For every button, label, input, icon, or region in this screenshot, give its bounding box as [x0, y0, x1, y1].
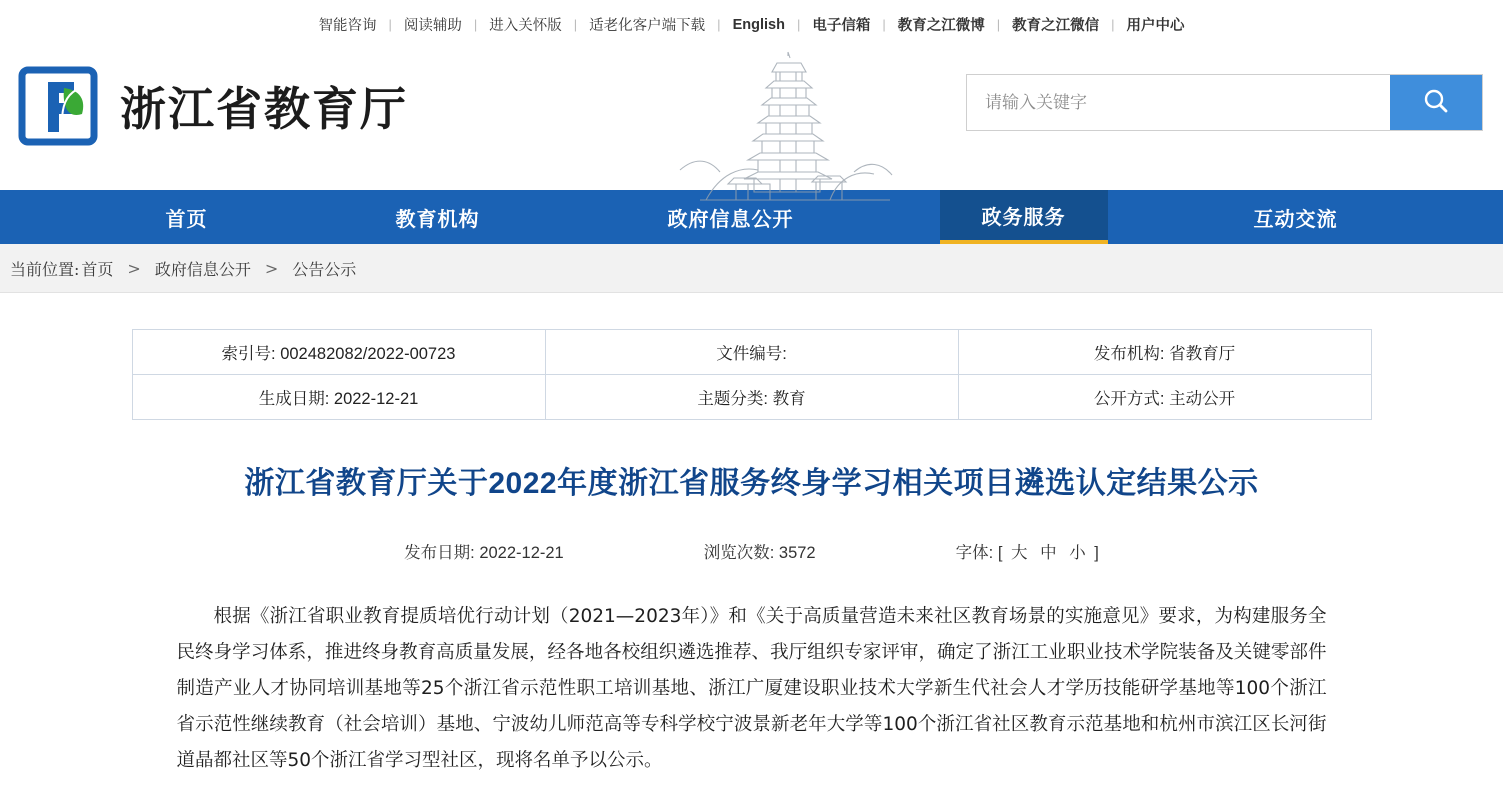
site-header: [0, 52, 1503, 190]
font-size-controls: [886, 539, 1169, 563]
view-count-label: 浏览次数:: [703, 543, 775, 562]
table-row: [132, 375, 1371, 420]
font-size-bracket-close: ]: [1094, 543, 1099, 562]
article-body-paragraph: 根据《浙江省职业教育提质培优行动计划（2021—2023年）》和《关于高质量营造未来社区教育场景的实施意见》要求，为构建服务全民终身学习体系，推进终身教育高质量发展，经各地各校组织遴选推荐、我厅组织专家评审，确定了浙江工业职业技术学院装备及关键零部件制造产业人才协同培训基地等25个浙江省示范性职工培训基地、浙江广厦建设职业技术大学新生代社会人才学历技能研学基地等100个浙江省示范性继续教育（社会培训）基地、宁波幼儿师范高等专科学校宁波景新老年大学等100个浙江省社区教育示范基地和杭州市滨江区长河街道晶都社区等50个浙江省学习型社区，现将名单予以公示。: [176, 605, 1327, 771]
meta-cell-index-number: [132, 330, 545, 375]
meta-cell-file-number: [545, 330, 958, 375]
meta-cell-disclosure-method: [958, 375, 1371, 420]
topbar-separator: |: [796, 17, 801, 32]
publish-date-value: 2022-12-21: [479, 543, 564, 562]
meta-cell-create-date: [132, 375, 545, 420]
site-title: 浙江省教育厅: [120, 82, 408, 136]
topbar-separator: |: [882, 17, 886, 32]
site-logo[interactable]: [18, 64, 408, 148]
topbar-separator: |: [1111, 17, 1115, 32]
font-size-bracket-open: [: [997, 543, 1003, 562]
nav-item-gov-services[interactable]: 政务服务: [940, 190, 1108, 244]
meta-label-disclosure-method: 公开方式:: [1093, 390, 1165, 408]
toplink-email[interactable]: 电子信箱: [812, 18, 871, 34]
nav-item-home[interactable]: 首页: [165, 208, 208, 231]
breadcrumb: [0, 244, 1503, 293]
nav-item-gov-info-disclosure[interactable]: 政府信息公开: [667, 208, 794, 231]
meta-value-index-number: 002482082/2022-00723: [280, 345, 456, 363]
toplink-elderly-client-download[interactable]: 适老化客户端下载: [589, 18, 706, 34]
breadcrumb-item-gov-info-disclosure[interactable]: 政府信息公开: [154, 259, 251, 279]
font-size-label: 字体:: [955, 543, 994, 562]
breadcrumb-item-home[interactable]: 首页: [81, 259, 114, 279]
publish-date-label: 发布日期:: [404, 543, 475, 562]
font-size-small-button[interactable]: 小: [1069, 543, 1086, 562]
topbar-separator: |: [573, 17, 578, 32]
meta-value-disclosure-method: 主动公开: [1169, 390, 1236, 408]
search-button[interactable]: [1390, 75, 1482, 130]
toplink-accessible-version[interactable]: 进入关怀版: [489, 18, 562, 34]
search-input[interactable]: [967, 75, 1390, 130]
search-icon: [1421, 86, 1451, 119]
breadcrumb-prefix: 当前位置:: [10, 259, 80, 279]
view-count-value: 3572: [778, 543, 816, 562]
breadcrumb-separator: >: [264, 258, 279, 278]
toplink-reading-assist[interactable]: 阅读辅助: [403, 18, 462, 34]
meta-value-create-date: 2022-12-21: [333, 390, 419, 408]
pagoda-watermark-icon: [640, 50, 940, 230]
main-content: [0, 293, 1503, 779]
topbar-separator: |: [388, 17, 392, 32]
topbar-separator: |: [996, 17, 1001, 32]
meta-label-create-date: 生成日期:: [258, 390, 330, 408]
toplink-weibo[interactable]: 教育之江微博: [897, 18, 985, 34]
toplink-wechat[interactable]: 教育之江微信: [1012, 18, 1100, 34]
toplink-user-center[interactable]: 用户中心: [1126, 18, 1185, 34]
toplink-smart-consult[interactable]: 智能咨询: [318, 18, 377, 34]
utility-topbar: [0, 0, 1503, 52]
meta-cell-publisher: [958, 330, 1371, 375]
breadcrumb-item-announcements[interactable]: 公告公示: [292, 259, 357, 279]
utility-links: [307, 14, 1197, 35]
meta-label-publisher: 发布机构:: [1093, 345, 1165, 363]
font-size-large-button[interactable]: 大: [1011, 543, 1028, 562]
meta-label-index-number: 索引号:: [221, 345, 276, 363]
nav-item-institutions[interactable]: 教育机构: [395, 208, 480, 231]
view-count: [634, 539, 886, 563]
meta-label-topic-category: 主题分类:: [697, 390, 768, 408]
meta-value-topic-category: 教育: [772, 390, 806, 408]
article-meta-bar: [0, 539, 1503, 563]
meta-cell-topic-category: [545, 375, 958, 420]
toplink-english[interactable]: English: [732, 16, 785, 33]
meta-value-publisher: 省教育厅: [1169, 345, 1236, 363]
breadcrumb-separator: >: [127, 258, 141, 278]
nav-item-interaction[interactable]: 互动交流: [1253, 208, 1338, 231]
leaf-logo-icon: [18, 64, 102, 148]
document-meta-table: [132, 329, 1372, 420]
publish-date: [334, 539, 634, 563]
page-title: 浙江省教育厅关于2022年度浙江省服务终身学习相关项目遴选认定结果公示: [244, 467, 1259, 500]
font-size-medium-button[interactable]: 中: [1040, 543, 1057, 562]
meta-label-file-number: 文件编号:: [716, 345, 787, 363]
table-row: [132, 330, 1371, 375]
topbar-separator: |: [717, 17, 721, 32]
search-box[interactable]: [966, 74, 1483, 131]
topbar-separator: |: [473, 17, 478, 32]
